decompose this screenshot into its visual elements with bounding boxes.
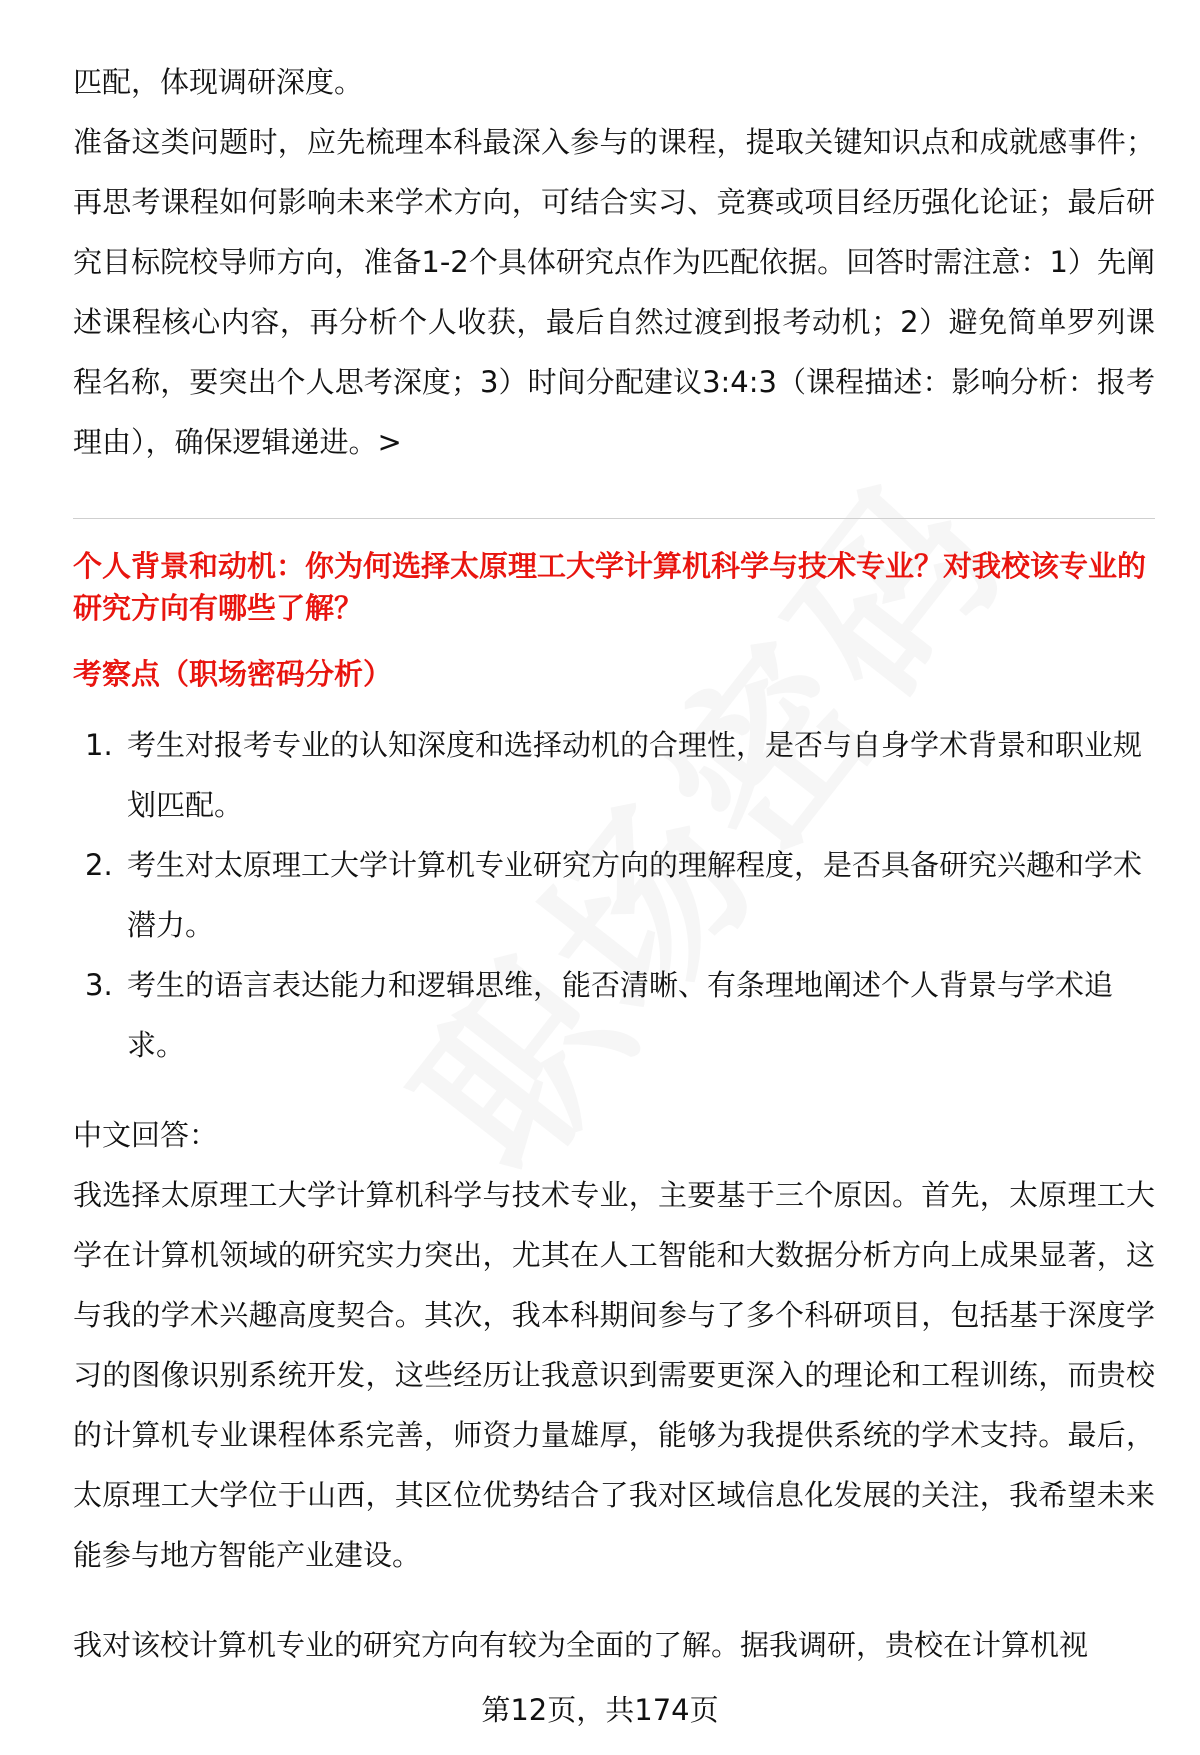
- document-page: [73, 52, 1155, 1675]
- list-item-number: 1.: [85, 728, 113, 762]
- examination-points-list: [73, 715, 1155, 1075]
- list-item-text: 考生对报考专业的认知深度和选择动机的合理性，是否与自身学术背景和职业规划匹配。: [127, 728, 1143, 822]
- list-item: [73, 715, 1155, 835]
- list-item-text: 考生对太原理工大学计算机专业研究方向的理解程度，是否具备研究兴趣和学术潜力。: [127, 848, 1143, 942]
- list-item-number: 3.: [85, 968, 113, 1002]
- section-divider: [73, 518, 1155, 519]
- list-item-number: 2.: [85, 848, 113, 882]
- examination-heading: 考察点（职场密码分析）: [73, 657, 393, 691]
- question-title: 个人背景和动机：你为何选择太原理工大学计算机科学与技术专业？对我校该专业的研究方向有哪些了解？: [73, 549, 1147, 625]
- list-item: [73, 835, 1155, 955]
- list-item: [73, 955, 1155, 1075]
- answer-paragraph: 我对该校计算机专业的研究方向有较为全面的了解。据我调研，贵校在计算机视: [73, 1628, 1089, 1662]
- answer-label: 中文回答：: [73, 1118, 219, 1152]
- intro-line: 匹配，体现调研深度。: [73, 65, 364, 99]
- page-number-footer: 第12页，共174页: [481, 1693, 719, 1727]
- paragraph-gap: [73, 1585, 1155, 1615]
- intro-paragraph: 准备这类问题时，应先梳理本科最深入参与的课程，提取关键知识点和成就感事件；再思考课程如何影响未来学术方向，可结合实习、竞赛或项目经历强化论证；最后研究目标院校导师方向，准备1-2个具体研究点作为匹配依据。回答时需注意：1）先阐述课程核心内容，再分析个人收获，最后自然过渡到报考动机；2）避免简单罗列课程名称，要突出个人思考深度；3）时间分配建议3:4:3（课程描述：影响分析：报考理由），确保逻辑递进。>: [73, 125, 1155, 459]
- answer-paragraph: 我选择太原理工大学计算机科学与技术专业，主要基于三个原因。首先，太原理工大学在计算机领域的研究实力突出，尤其在人工智能和大数据分析方向上成果显著，这与我的学术兴趣高度契合。其次，我本科期间参与了多个科研项目，包括基于深度学习的图像识别系统开发，这些经历让我意识到需要更深入的理论和工程训练，而贵校的计算机专业课程体系完善，师资力量雄厚，能够为我提供系统的学术支持。最后，太原理工大学位于山西，其区位优势结合了我对区域信息化发展的关注，我希望未来能参与地方智能产业建设。: [73, 1178, 1155, 1572]
- list-item-text: 考生的语言表达能力和逻辑思维，能否清晰、有条理地阐述个人背景与学术追求。: [127, 968, 1114, 1062]
